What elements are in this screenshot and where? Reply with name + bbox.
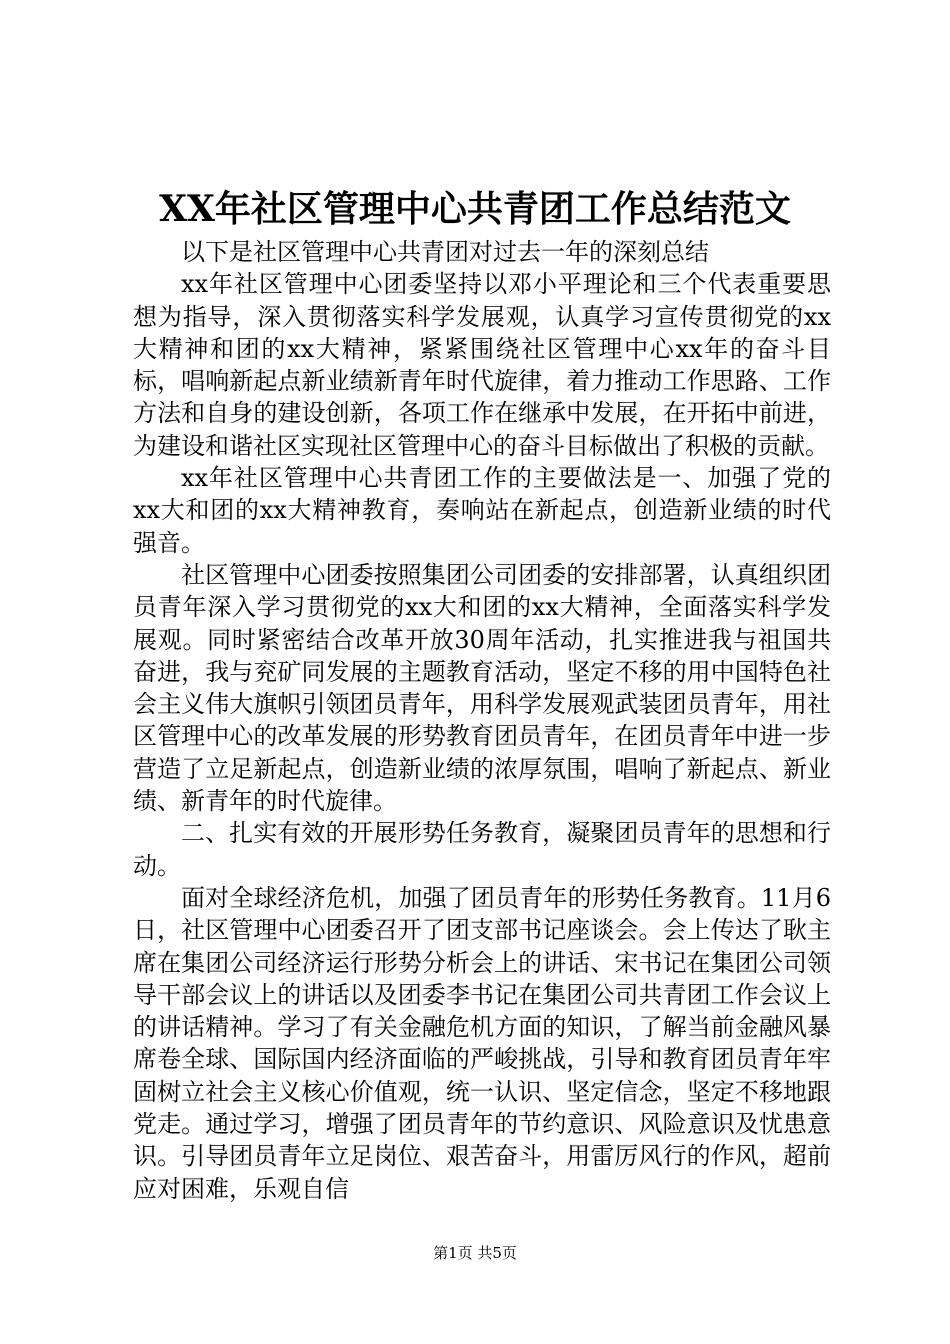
- paragraph: xx年社区管理中心共青团工作的主要做法是一、加强了党的xx大和团的xx大精神教育，奏响站在新起点，创造新业绩的时代强音。: [133, 464, 831, 557]
- page-number-footer: 第1页 共5页: [433, 1244, 517, 1262]
- paragraph: 社区管理中心团委按照集团公司团委的安排部署，认真组织团员青年深入学习贯彻党的xx大和团的xx大精神，全面落实科学发展观。同时紧密结合改革开放30周年活动，扎实推进我与祖国共奋进，我与兖矿同发展的主题教育活动，坚定不移的用中国特色社会主义伟大旗帜引领团员青年，用科学发展观武装团员青年，用社区管理中心的改革发展的形势教育团员青年，在团员青年中进一步营造了立足新起点，创造新业绩的浓厚氛围，唱响了新起点、新业绩、新青年的时代旋律。: [133, 560, 831, 816]
- paragraph: 以下是社区管理中心共青团对过去一年的深刻总结: [181, 238, 709, 266]
- paragraph: 二、扎实有效的开展形势任务教育，凝聚团员青年的思想和行动。: [133, 819, 831, 880]
- paragraph: 面对全球经济危机，加强了团员青年的形势任务教育。11月6日，社区管理中心团委召开了团支部书记座谈会。会上传达了耿主席在集团公司经济运行形势分析会上的讲话、宋书记在集团公司领导干部会议上的讲话以及团委李书记在集团公司共青团工作会议上的讲话精神。学习了有关金融危机方面的知识，了解当前金融风暴席卷全球、国际国内经济面临的严峻挑战，引导和教育团员青年牢固树立社会主义核心价值观，统一认识、坚定信念，坚定不移地跟党走。通过学习，增强了团员青年的节约意识、风险意识及忧患意识。引导团员青年立足岗位、艰苦奋斗，用雷厉风行的作风，超前应对困难，乐观自信: [133, 883, 831, 1203]
- paragraph: xx年社区管理中心团委坚持以邓小平理论和三个代表重要思想为指导，深入贯彻落实科学发展观，认真学习宣传贯彻党的xx大精神和团的xx大精神，紧紧围绕社区管理中心xx年的奋斗目标，唱响新起点新业绩新青年时代旋律，着力推动工作思路、工作方法和自身的建设创新，各项工作在继承中发展，在开拓中前进，为建设和谐社区实现社区管理中心的奋斗目标做出了积极的贡献。: [133, 270, 831, 460]
- document-body: [133, 236, 831, 1205]
- document-title: XX年社区管理中心共青团工作总结范文: [159, 188, 791, 230]
